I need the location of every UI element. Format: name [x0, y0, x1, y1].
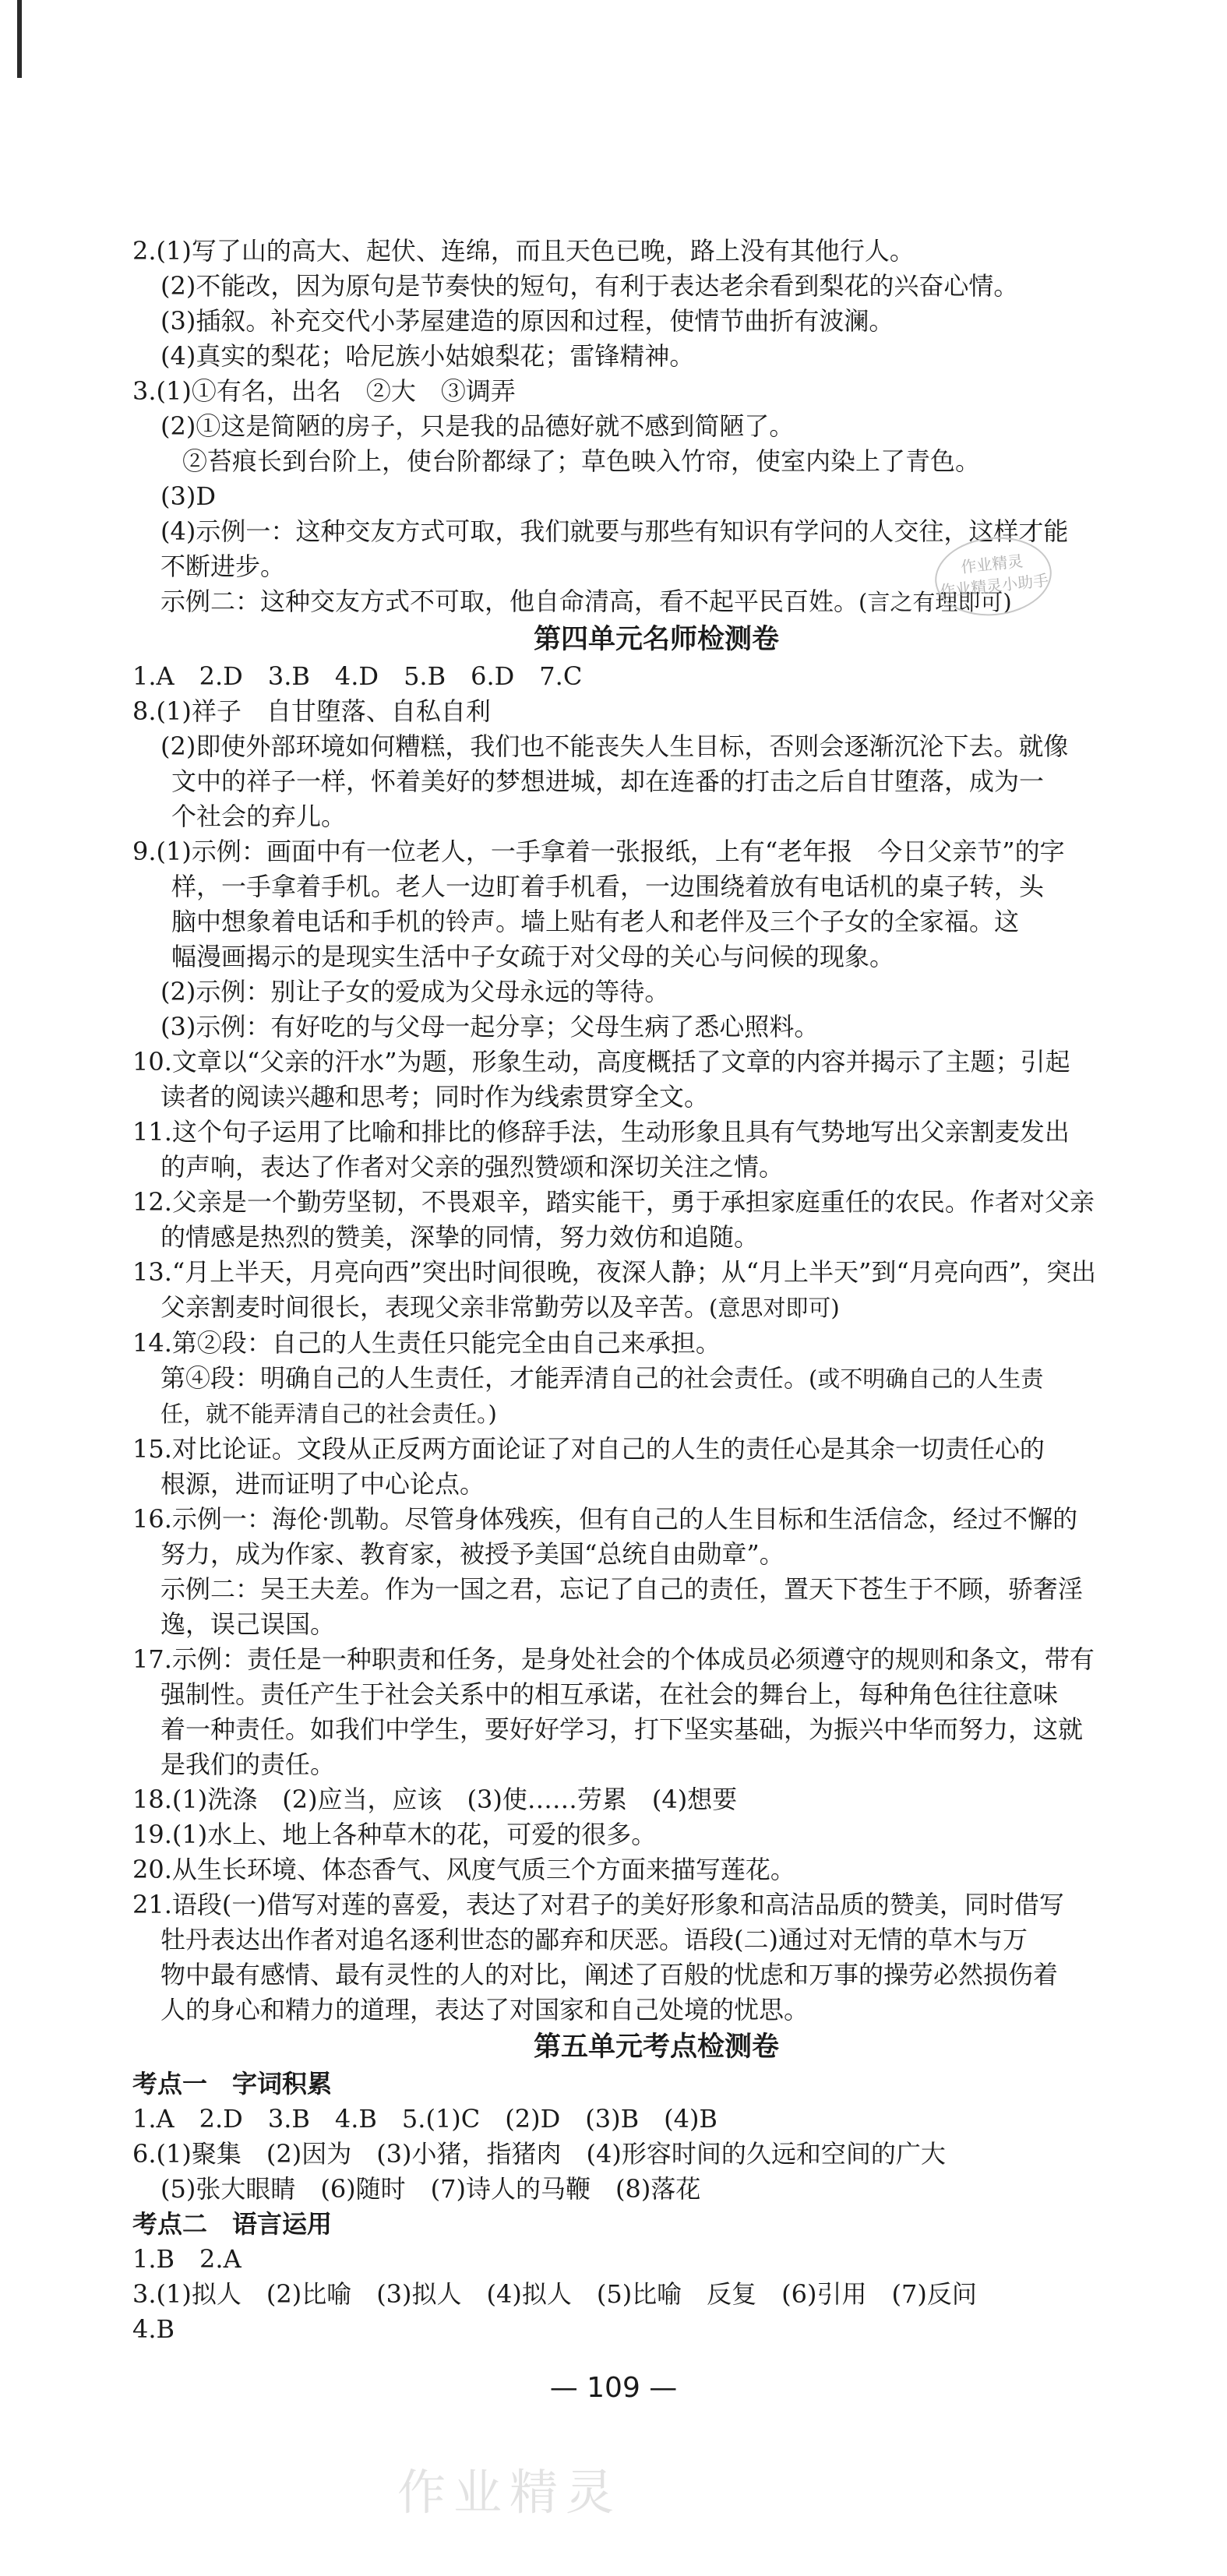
answer-line: 21.语段(一)借写对莲的喜爱，表达了对君子的美好形象和高洁品质的赞美，同时借写	[132, 1890, 1064, 1919]
answer-line: 脑中想象着电话和手机的铃声。墙上贴有老人和老伴及三个子女的全家福。这	[171, 907, 1020, 936]
point-heading-2: 考点二 语言运用	[132, 2209, 333, 2239]
answer-line: 12.父亲是一个勤劳坚韧，不畏艰辛，踏实能干，勇于承担家庭重任的农民。作者对父亲	[132, 1187, 1095, 1217]
answer-line: 2.(1)写了山的高大、起伏、连绵，而且天色已晚，路上没有其他行人。	[132, 236, 915, 266]
answer-line: 逸，误己误国。	[160, 1609, 336, 1639]
answer-line: 13.“月上半天，月亮向西”突出时间很晚，夜深人静；从“月上半天”到“月亮向西”，突出	[132, 1257, 1097, 1287]
answer-line: 根源，进而证明了中心论点。	[160, 1469, 485, 1499]
answer-line: (2)不能改，因为原句是节奏快的短句，有利于表达老余看到梨花的兴奋心情。	[160, 271, 1019, 301]
answer-line: 16.示例一：海伦·凯勒。尽管身体残疾，但有自己的人生目标和生活信念，经过不懈的	[132, 1504, 1078, 1534]
watermark-stamp: 作业精灵 作业精灵小助手	[931, 531, 1056, 621]
answer-line: 3.(1)拟人 (2)比喻 (3)拟人 (4)拟人 (5)比喻 反复 (6)引用 (7)反问	[132, 2279, 977, 2309]
answer-line: 牡丹表达出作者对追名逐利世态的鄙弃和厌恶。语段(二)通过对无情的草木与万	[160, 1925, 1028, 1954]
answer-line: 1.A 2.D 3.B 4.B 5.(1)C (2)D (3)B (4)B	[132, 2104, 718, 2134]
section-heading-unit-5: 第五单元考点检测卷	[533, 2032, 779, 2063]
answer-line: 强制性。责任产生于社会关系中的相互承诺，在社会的舞台上，每种角色往往意味	[160, 1679, 1059, 1709]
answer-line: (3)示例：有好吃的与父母一起分享；父母生病了悉心照料。	[160, 1012, 820, 1041]
answer-line: (3)插叙。补充交代小茅屋建造的原因和过程，使情节曲折有波澜。	[160, 306, 894, 336]
answer-line: (4)示例一：这种交友方式可取，我们就要与那些有知识有学问的人交往，这样才能	[160, 516, 1069, 546]
answer-line: ②苔痕长到台阶上，使台阶都绿了；草色映入竹帘，使室内染上了青色。	[182, 446, 981, 476]
answer-line: 是我们的责任。	[160, 1750, 336, 1779]
answer-line: (3)D	[160, 481, 216, 511]
answer-line: 1.B 2.A	[132, 2244, 242, 2274]
answer-line: (5)张大眼睛 (6)随时 (7)诗人的马鞭 (8)落花	[160, 2174, 701, 2204]
answer-line: 样，一手拿着手机。老人一边盯着手机看，一边围绕着放有电话机的桌子转，头	[171, 872, 1045, 901]
scan-edge-mark	[17, 0, 22, 78]
answer-line: 8.(1)祥子 自甘堕落、自私自利	[132, 696, 491, 726]
answer-line: 15.对比论证。文段从正反两方面论证了对自己的人生的责任心是其余一切责任心的	[132, 1434, 1045, 1464]
answer-line: 6.(1)聚集 (2)因为 (3)小猪，指猪肉 (4)形容时间的久远和空间的广大	[132, 2139, 946, 2169]
answer-line: 不断进步。	[160, 551, 286, 581]
answer-line: 物中最有感情、最有灵性的人的对比，阐述了百般的忧虑和万事的操劳必然损伤着	[160, 1960, 1059, 1989]
answer-line: 10.文章以“父亲的汗水”为题，形象生动，高度概括了文章的内容并揭示了主题；引起	[132, 1047, 1070, 1077]
answer-line: 3.(1)①有名，出名 ②大 ③调弄	[132, 376, 516, 406]
point-heading-1: 考点一 字词积累	[132, 2069, 333, 2099]
answer-line: 任，就不能弄清自己的社会责任。)	[160, 1401, 497, 1427]
answer-line: 1.A 2.D 3.B 4.D 5.B 6.D 7.C	[132, 661, 583, 691]
answer-line: 人的身心和精力的道理，表达了对国家和自己处境的忧思。	[160, 1995, 809, 2025]
answer-line: 努力，成为作家、教育家，被授予美国“总统自由勋章”。	[160, 1539, 785, 1569]
answer-line: 20.从生长环境、体态香气、风度气质三个方面来描写莲花。	[132, 1855, 795, 1884]
answer-line: 个社会的弃儿。	[171, 802, 347, 831]
answer-line: 文中的祥子一样，怀着美好的梦想进城，却在连番的打击之后自甘堕落，成为一	[171, 766, 1045, 796]
answer-line: 18.(1)洗涤 (2)应当，应该 (3)使……劳累 (4)想要	[132, 1785, 738, 1814]
answer-line: (2)示例：别让子女的爱成为父母永远的等待。	[160, 977, 670, 1006]
answer-line: (2)①这是简陋的房子，只是我的品德好就不感到简陋了。	[160, 411, 795, 441]
answer-line: (2)即使外部环境如何糟糕，我们也不能丧失人生目标，否则会逐渐沉沦下去。就像	[160, 731, 1069, 761]
answer-line: 幅漫画揭示的是现实生活中子女疏于对父母的关心与问候的现象。	[171, 942, 895, 971]
answer-line: 9.(1)示例：画面中有一位老人，一手拿着一张报纸，上有“老年报 今日父亲节”的字	[132, 837, 1065, 866]
answer-line: 第④段：明确自己的人生责任，才能弄清自己的社会责任。(或不明确自己的人生责	[160, 1363, 1044, 1393]
answer-line: 示例二：吴王夫差。作为一国之君，忘记了自己的责任，置天下苍生于不顾，骄奢淫	[160, 1574, 1084, 1604]
answer-line: 父亲割麦时间很长，表现父亲非常勤劳以及辛苦。(意思对即可)	[160, 1292, 840, 1322]
answer-line: 读者的阅读兴趣和思考；同时作为线索贯穿全文。	[160, 1082, 710, 1112]
answer-line: 14.第②段：自己的人生责任只能完全由自己来承担。	[132, 1328, 721, 1358]
answer-line: 11.这个句子运用了比喻和排比的修辞手法，生动形象且具有气势地写出父亲割麦发出	[132, 1117, 1070, 1147]
answer-line: 示例二：这种交友方式不可取，他自命清高，看不起平民百姓。(言之有理即可)	[160, 587, 1012, 616]
section-heading-unit-4: 第四单元名师检测卷	[533, 624, 779, 655]
footer-watermark: 作业精灵	[397, 2464, 622, 2521]
answer-line: 的情感是热烈的赞美，深挚的同情，努力效仿和追随。	[160, 1222, 760, 1252]
page-number: — 109 —	[549, 2372, 678, 2404]
answer-line: 17.示例：责任是一种职责和任务，是身处社会的个体成员必须遵守的规则和条文，带有	[132, 1644, 1095, 1674]
answer-line: 的声响，表达了作者对父亲的强烈赞颂和深切关注之情。	[160, 1152, 785, 1182]
answer-line: 4.B	[132, 2314, 175, 2344]
answer-line: (4)真实的梨花；哈尼族小姑娘梨花；雷锋精神。	[160, 341, 695, 371]
answer-line: 着一种责任。如我们中学生，要好好学习，打下坚实基础，为振兴中华而努力，这就	[160, 1714, 1084, 1744]
answer-line: 19.(1)水上、地上各种草木的花，可爱的很多。	[132, 1820, 657, 1849]
